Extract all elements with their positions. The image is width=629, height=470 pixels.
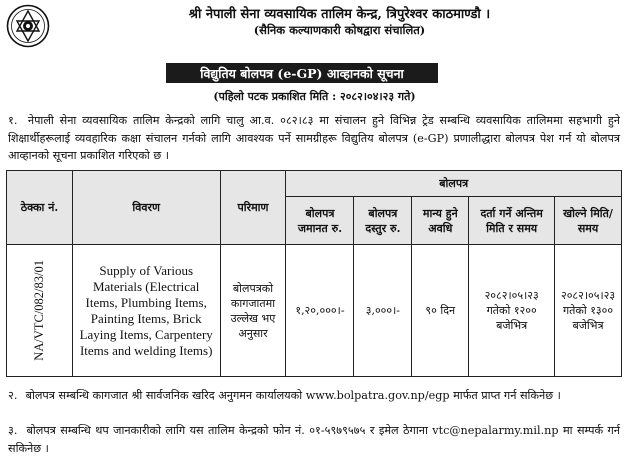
cell-quantity: बोलपत्रको कागजातमा उल्लेख भए अनुसार [220,245,286,377]
cell-bid-security: १,२०,०००।- [286,245,354,377]
header-quantity: परिमाण [220,171,286,245]
paragraph-1-text: नेपाली सेना व्यवसायिक तालिम केन्द्रको लागि चालु आ.व. ०८२।८३ मा संचालन हुने विभिन्न ट्रेड सम्बन्धि व्यवसायिक तालिममा सहभागी हुने शिक्षार्थीहरूलाई व्यवहारिक कक्षा संचालन गर्नको लागि आवश्यक पर्ने सामग्रीहरू विद्युतिय बोलपत्र (e-GP) प्रणालीद्धारा बोलपत्र पेश गर्न यो बोलपत्र आव्हानको सूचना प्रकाशित गरिएको छ । [8,114,621,162]
header-validity: मान्य हुने अवधि [412,197,469,245]
paragraph-2-number: २. [8,389,18,402]
paragraph-1 [8,112,620,165]
header-bid-group: बोलपत्र [286,171,622,197]
header-submission-deadline: दर्ता गर्ने अन्तिम मिति र समय [469,197,555,245]
notice-banner: विद्युतिय बोलपत्र (e-GP) आव्हानको सूचना [166,63,438,83]
cell-bid-fee: ३,०००।- [354,245,412,377]
cell-contract-no [7,245,73,377]
cell-opening: २०८२।०५।२३ गतेको १३०० बजेभित्र [555,245,622,377]
cell-description: Supply of Various Materials (Electrical Items, Plumbing Items, Painting Items, Brick Laying Items, Carpentery Items and welding Items) [72,245,220,377]
paragraph-1-number: १. [8,114,18,127]
header-bid-security: बोलपत्र जमानत रु. [286,197,354,245]
paragraph-3 [8,422,620,457]
organization-title: श्री नेपाली सेना व्यवसायिक तालिम केन्द्र, त्रिपुरेश्वर काठमाण्डौ । [188,7,491,22]
paragraph-2-text: बोलपत्र सम्बन्धि कागजात श्री सार्वजनिक खरिद अनुगमन कार्यालयको www.bolpatra.gov.np/egp मार्फत प्राप्त गर्न सकिनेछ । [25,389,561,402]
cell-submission-deadline: २०८२।०५।२३ गतेको १२०० बजेभित्र [469,245,555,377]
table-row [7,245,622,377]
header-description: विवरण [72,171,220,245]
cell-validity: ९० दिन [412,245,469,377]
header-contract-no: ठेक्का नं. [7,171,73,245]
paragraph-3-number: ३. [8,424,18,437]
organization-subtitle: (सैनिक कल्याणकारी कोषद्वारा संचालित) [253,23,426,37]
contract-no-text: NA/VTC/082/83/01 [31,260,46,361]
paragraph-2 [8,387,620,405]
paragraph-3-text: बोलपत्र सम्बन्धि थप जानकारीको लागि यस तालिम केन्द्रको फोन नं. ०१-५९७९५७५ र इमेल ठेगाना vtc@nepalarmy.mil.np मा सम्पर्क गर्न सकिनेछ । [8,424,620,455]
bid-table [6,170,622,377]
nepal-army-emblem-icon [6,4,50,48]
header-opening: खोल्ने मिति/समय [555,197,622,245]
header-bid-fee: बोलपत्र दस्तुर रु. [354,197,412,245]
first-published-date: (पहिलो पटक प्रकाशित मिति : २०८२।०४।२३ गते) [213,90,416,103]
